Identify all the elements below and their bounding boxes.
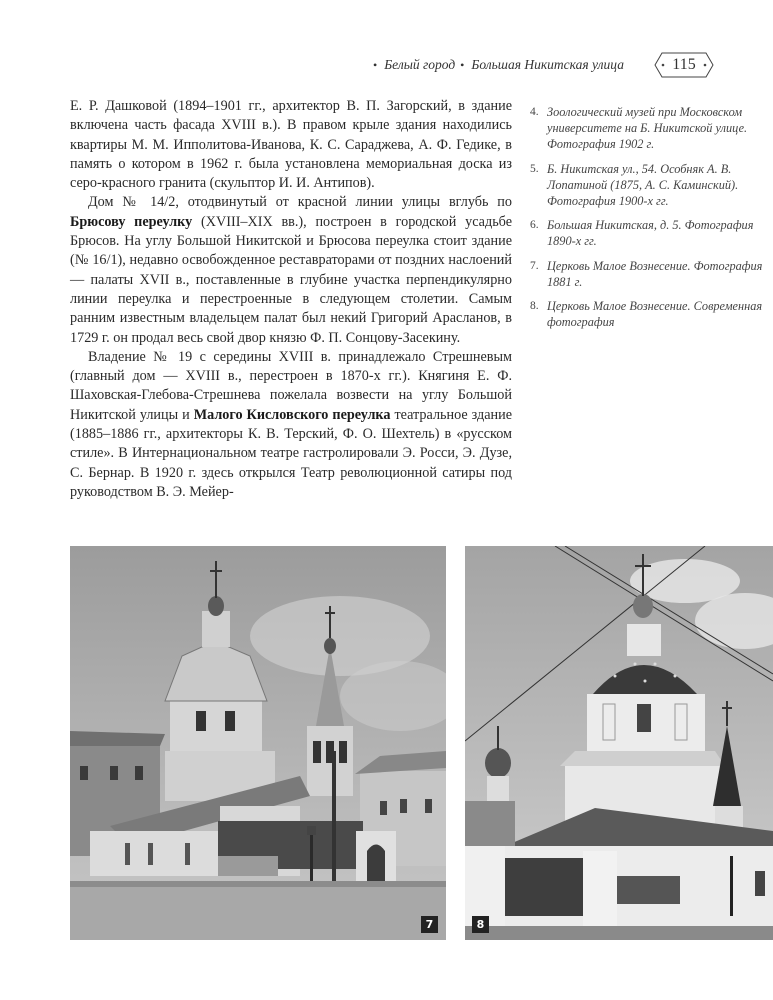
- street-name-bold: Малого Кисловского переулка: [193, 406, 391, 423]
- page-number: 115: [672, 56, 696, 73]
- caption-text: Зоологический музей при Московском университете на Б. Никитской улице. Фотография 1902 г.: [547, 105, 748, 152]
- photo-number-badge: 7: [421, 916, 438, 933]
- caption-number: 5.: [530, 162, 539, 175]
- section-title: Белый город: [384, 57, 456, 72]
- bullet-icon: •: [460, 57, 465, 72]
- caption-number: 4.: [530, 106, 539, 118]
- photo-church-1881: [70, 546, 446, 940]
- text-run: Владение № 19 с середины XVIII в. принадлежало Стрешневым (главный дом — XVIII в., перестроен в 1870-х гг.). Княгиня Е. Ф. Шаховская-Глебова-Стрешнева пожелала возвести на углу Большой Никитской улицы и: [70, 348, 512, 423]
- photo-number-badge: 8: [472, 916, 489, 933]
- caption-item: [530, 258, 765, 290]
- paragraph: [70, 348, 512, 502]
- caption-number: 7.: [530, 259, 539, 272]
- church-photo-illustration: [70, 546, 446, 940]
- caption-item: [530, 298, 765, 330]
- page-number-badge: [654, 52, 714, 78]
- street-name-bold: Брюсову переулку: [70, 213, 193, 230]
- text-run: Дом № 14/2, отодвинутый от красной линии улицы вглубь по: [88, 194, 512, 211]
- caption-list: [530, 104, 765, 338]
- caption-number: 6.: [530, 219, 539, 232]
- caption-number: 8.: [530, 300, 539, 313]
- church-photo-illustration: [465, 546, 773, 940]
- caption-item: [530, 161, 765, 210]
- caption-item: [530, 217, 765, 249]
- bullet-icon: •: [373, 57, 378, 72]
- paragraph: [70, 193, 512, 347]
- text-run: Е. Р. Дашковой (1894–1901 гг., архитектор В. П. Загорский, в здание включена часть фасада XVIII в.). В правом крыле здания находились квартиры М. М. Ипполитова-Иванова, К. С. Сараджева, А. Ф. Гедике, в память о котором в 1962 г. была установлена мемориальная доска из серо-красного гранита (скульптор И. И. Антипов).: [70, 98, 512, 192]
- caption-text: Б. Никитская ул., 54. Особняк А. В. Лопатиной (1875, А. С. Каминский). Фотография 1900-х гг.: [547, 161, 739, 209]
- chapter-title: Большая Никитская улица: [471, 57, 624, 72]
- photo-church-modern: [465, 546, 773, 940]
- caption-text: Большая Никитская, д. 5. Фотография 1890-х гг.: [547, 218, 754, 249]
- body-text: [70, 97, 512, 502]
- caption-item: [530, 104, 765, 153]
- caption-text: Церковь Малое Вознесение. Фотография 1881 г.: [547, 258, 763, 289]
- text-run: (XVIII–XIX вв.), построен в городской усадьбе Брюсов. На углу Большой Никитской и Брюсова переулка стоит здание (№ 16/1), недавно освобожденное реставраторами от поздних наслоений — палаты XVII в., поставленные в глубине участка перпендикулярно линии переулка и перестроенные в следующем столетии. Самым ранним известным владельцем палат был некий Григорий Арасланов, в 1729 г. он продал весь свой двор князю Ф. П. Сонцову-Засекину.: [70, 213, 512, 346]
- paragraph: [70, 97, 512, 193]
- text-run: театральное здание (1885–1886 гг., архитекторы К. В. Терский, Ф. О. Шехтель) в «русском стиле». В Интернациональном театре гастролировали Э. Росси, Э. Дузе, С. Бернар. В 1920 г. здесь открылся Театр революционной сатиры под руководством В. Э. Мейер-: [70, 406, 512, 500]
- caption-text: Церковь Малое Вознесение. Современная фотография: [547, 299, 763, 330]
